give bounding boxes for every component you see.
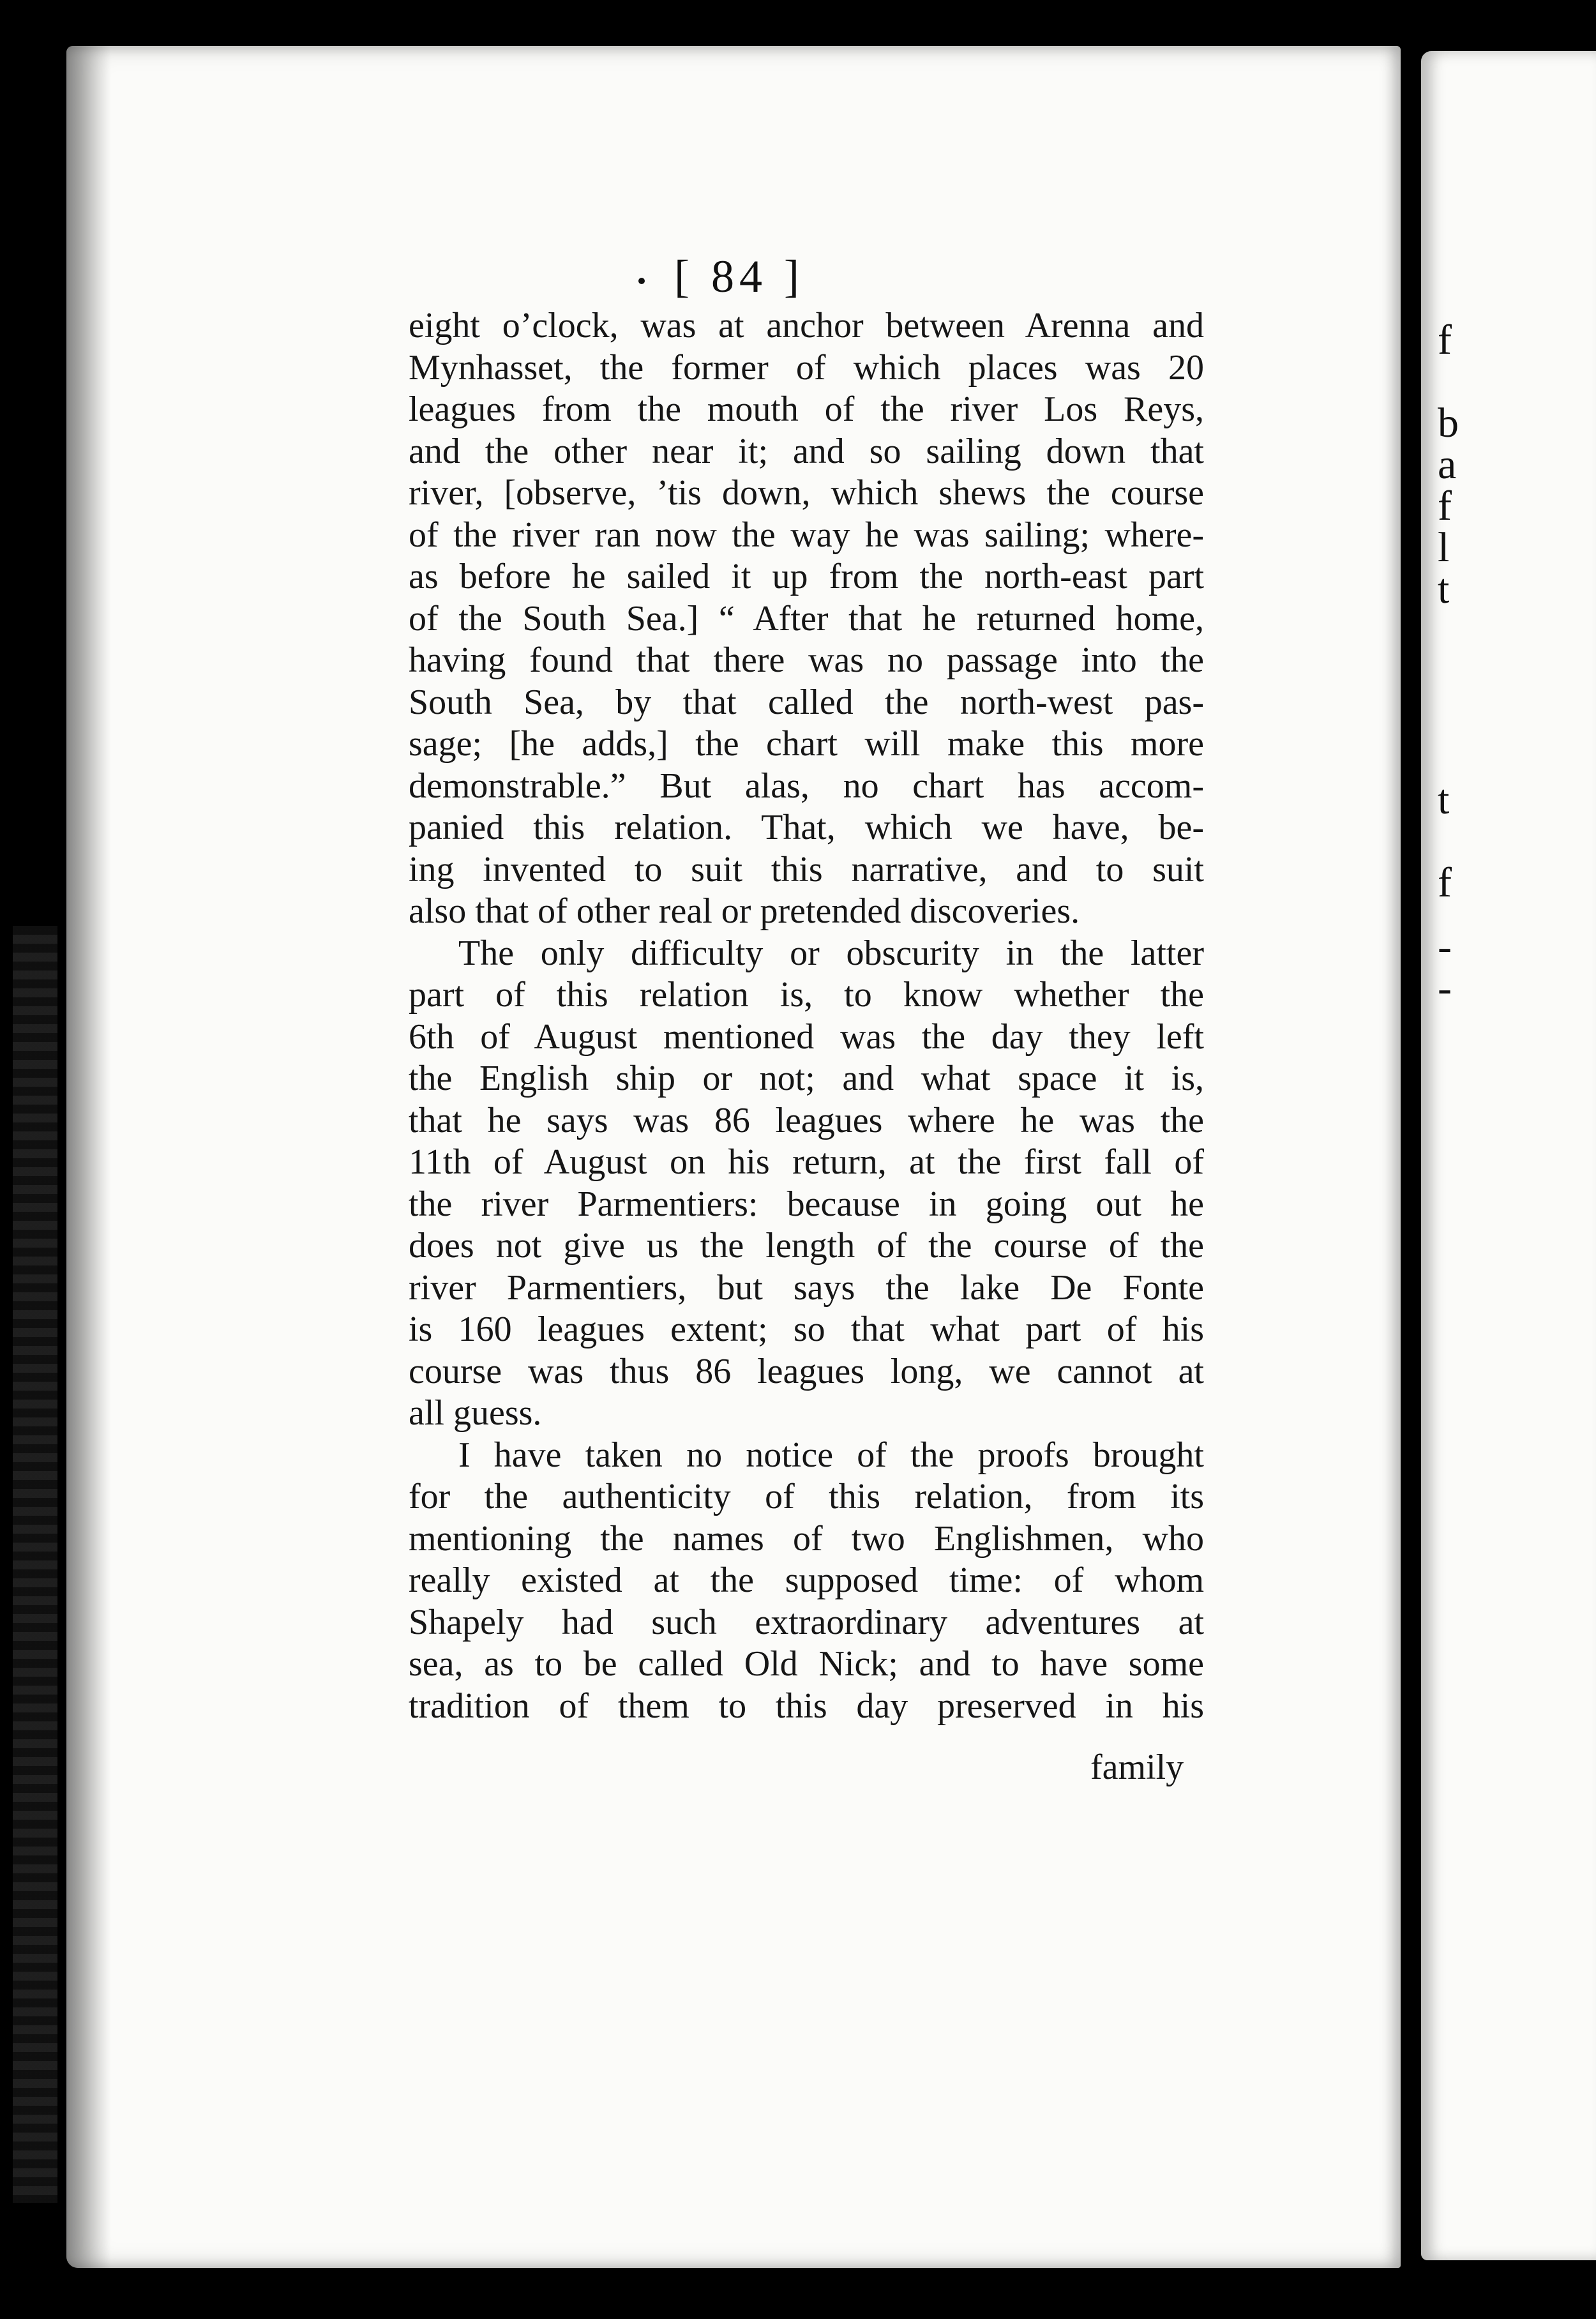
facing-page-fragment: - <box>1438 965 1452 1011</box>
text-line: eight o’clock, was at anchor between Arenna and <box>409 306 1204 345</box>
text-line: demonstrable.” But alas, no chart has accom- <box>409 766 1204 806</box>
text-line: part of this relation is, to know whether the <box>409 975 1204 1015</box>
facing-page-fragment: f <box>1438 859 1452 906</box>
text-line: 11th of August on his return, at the first fall of <box>409 1142 1204 1182</box>
text-line: also that of other real or pretended discoveries. <box>409 891 1080 931</box>
catchword: family <box>1090 1748 1184 1787</box>
page-number-header <box>638 250 804 303</box>
text-line: river, [observe, ’tis down, which shews the course <box>409 473 1204 513</box>
text-line: and the other near it; and so sailing down that <box>409 431 1204 471</box>
facing-page-fragment: t <box>1438 566 1450 612</box>
text-line: Mynhasset, the former of which places was 20 <box>409 347 1204 388</box>
text-line: that he says was 86 leagues where he was the <box>409 1100 1204 1140</box>
text-line: having found that there was no passage into the <box>409 640 1204 680</box>
text-line: leagues from the mouth of the river Los Reys, <box>409 389 1204 429</box>
text-line: I have taken no notice of the proofs brought <box>458 1435 1204 1475</box>
text-line: all guess. <box>409 1393 542 1433</box>
text-line: mentioning the names of two Englishmen, who <box>409 1518 1204 1559</box>
book-binding-edge <box>13 926 57 2203</box>
text-line: 6th of August mentioned was the day they left <box>409 1016 1204 1057</box>
text-line: the river Parmentiers: because in going out he <box>409 1184 1204 1224</box>
text-line: as before he sailed it up from the north-east part <box>409 557 1204 596</box>
text-line: panied this relation. That, which we have, be- <box>409 808 1204 847</box>
facing-page-fragment: - <box>1438 923 1452 970</box>
page-body-text <box>409 305 1204 1727</box>
header-dot-mark <box>638 278 645 284</box>
text-line: sea, as to be called Old Nick; and to have some <box>409 1644 1204 1684</box>
text-line: does not give us the length of the course of the <box>409 1226 1204 1265</box>
facing-page-fragment: a <box>1438 441 1457 488</box>
text-line: Shapely had such extraordinary adventures at <box>409 1602 1204 1642</box>
text-line: South Sea, by that called the north-west pas- <box>409 682 1204 722</box>
text-line: the English ship or not; and what space it is, <box>409 1059 1204 1098</box>
facing-page-fragment: f <box>1438 317 1452 363</box>
text-line: river Parmentiers, but says the lake De Fonte <box>409 1267 1204 1308</box>
facing-page-fragment: f <box>1438 483 1452 529</box>
facing-page-fragment: b <box>1438 400 1459 446</box>
text-line: sage; [he adds,] the chart will make this more <box>409 724 1204 764</box>
text-line: tradition of them to this day preserved in his <box>409 1686 1204 1726</box>
facing-page-fragment: l <box>1438 524 1450 571</box>
text-line: of the river ran now the way he was sailing; where- <box>409 515 1204 555</box>
text-line: is 160 leagues extent; so that what part of his <box>409 1310 1204 1349</box>
text-line: course was thus 86 leagues long, we cannot at <box>409 1351 1204 1391</box>
text-line: ing invented to suit this narrative, and to suit <box>409 849 1204 889</box>
text-line: The only difficulty or obscurity in the latter <box>458 933 1204 973</box>
text-line: really existed at the supposed time: of whom <box>409 1560 1204 1600</box>
page-number: [ 84 ] <box>674 251 804 302</box>
facing-page-fragment: t <box>1438 776 1450 823</box>
facing-page <box>1421 51 1596 2260</box>
text-line: of the South Sea.] “ After that he returned home, <box>409 598 1204 638</box>
text-line: for the authenticity of this relation, from its <box>409 1477 1204 1516</box>
